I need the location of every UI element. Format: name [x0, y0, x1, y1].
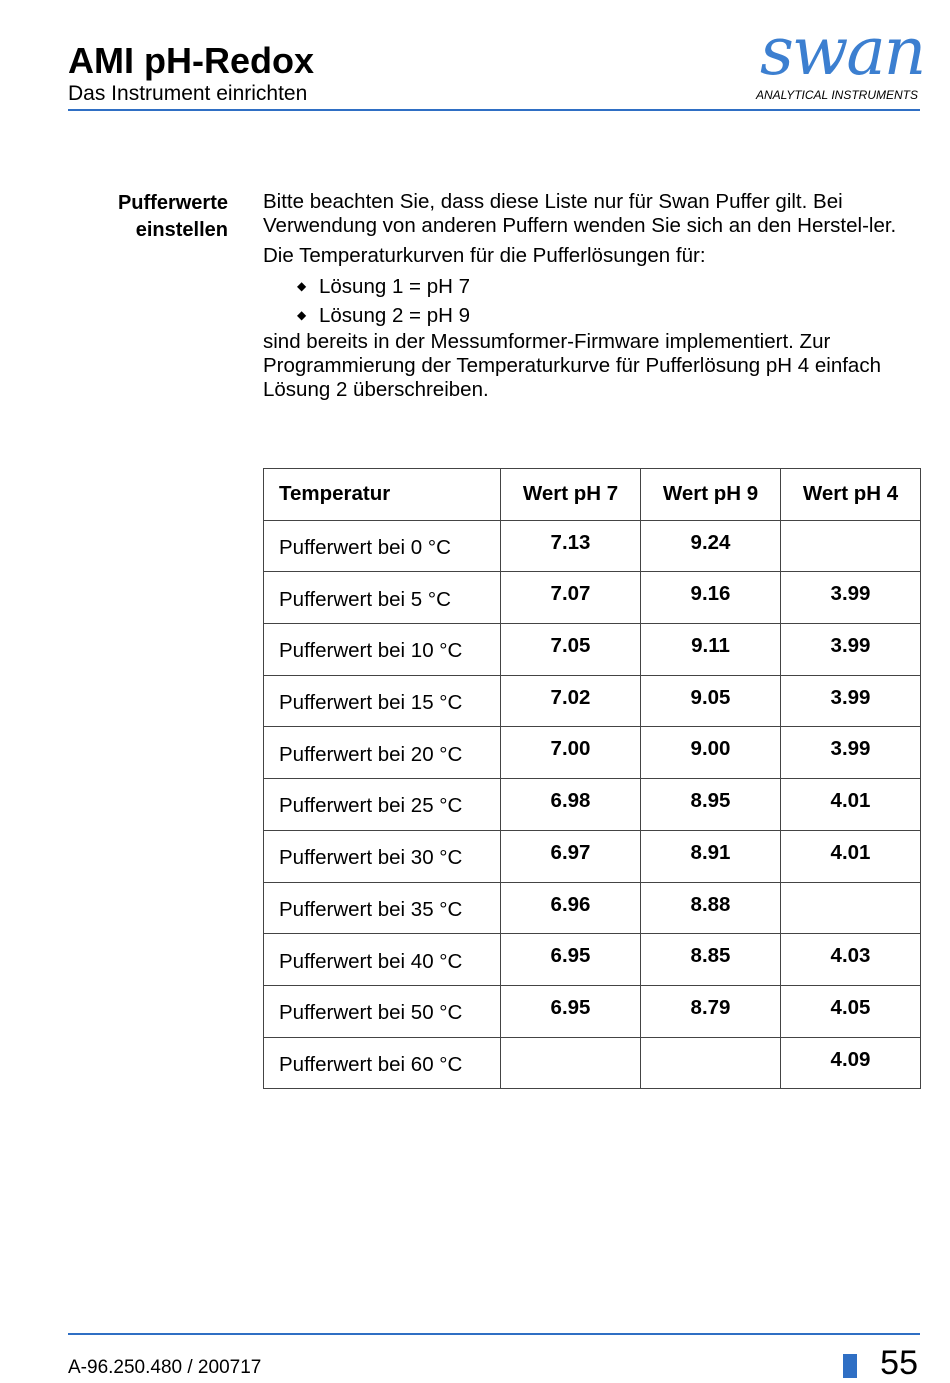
ph9-value-cell: 9.00	[641, 727, 781, 779]
table-row	[264, 520, 921, 572]
buffer-values-table	[263, 468, 921, 1089]
ph7-value-cell	[501, 1037, 641, 1089]
column-header-temperature: Temperatur	[264, 469, 501, 521]
ph4-value-cell: 3.99	[781, 624, 921, 676]
ph9-value-cell: 8.91	[641, 830, 781, 882]
ph7-value-cell: 7.00	[501, 727, 641, 779]
list-item-text: Lösung 2 = pH 9	[319, 304, 471, 327]
table-row	[264, 727, 921, 779]
temperature-cell: Pufferwert bei 25 °C	[264, 779, 501, 831]
temperature-cell: Pufferwert bei 5 °C	[264, 572, 501, 624]
table-row	[264, 934, 921, 986]
table-row	[264, 882, 921, 934]
temperature-cell: Pufferwert bei 20 °C	[264, 727, 501, 779]
ph9-value-cell: 8.85	[641, 934, 781, 986]
ph9-value-cell: 8.79	[641, 985, 781, 1037]
section-heading-line-1: Pufferwerte	[117, 192, 228, 214]
diamond-bullet-icon: ◆	[297, 279, 307, 293]
logo-wordmark: swan	[760, 13, 925, 90]
temperature-cell: Pufferwert bei 40 °C	[264, 934, 501, 986]
list-item	[297, 272, 923, 301]
ph7-value-cell: 6.96	[501, 882, 641, 934]
table-row	[264, 572, 921, 624]
temperature-cell: Pufferwert bei 50 °C	[264, 985, 501, 1037]
ph4-value-cell: 4.01	[781, 779, 921, 831]
ph7-value-cell: 7.05	[501, 624, 641, 676]
ph7-value-cell: 6.98	[501, 779, 641, 831]
temperature-cell: Pufferwert bei 35 °C	[264, 882, 501, 934]
temperature-cell: Pufferwert bei 0 °C	[264, 520, 501, 572]
page-number: 55	[880, 1344, 918, 1382]
temperature-cell: Pufferwert bei 30 °C	[264, 830, 501, 882]
column-header-ph7: Wert pH 7	[501, 469, 641, 521]
table-row	[264, 830, 921, 882]
column-header-ph9: Wert pH 9	[641, 469, 781, 521]
ph9-value-cell: 9.05	[641, 675, 781, 727]
swan-logo	[752, 13, 925, 106]
document-subtitle: Das Instrument einrichten	[68, 82, 308, 105]
ph4-value-cell: 4.05	[781, 985, 921, 1037]
paragraph-temperature-curves: Die Temperaturkurven für die Pufferlösungen für:	[263, 244, 706, 267]
document-number: A-96.250.480 / 200717	[68, 1357, 262, 1378]
solution-list	[263, 272, 923, 330]
ph4-value-cell	[781, 882, 921, 934]
ph9-value-cell: 8.95	[641, 779, 781, 831]
document-title: AMI pH-Redox	[68, 40, 314, 81]
logo-tagline: ANALYTICAL INSTRUMENTS	[755, 88, 918, 102]
list-item	[297, 301, 923, 330]
ph9-value-cell: 8.88	[641, 882, 781, 934]
header-divider	[68, 109, 920, 111]
ph4-value-cell: 3.99	[781, 572, 921, 624]
ph7-value-cell: 6.95	[501, 985, 641, 1037]
table-row	[264, 779, 921, 831]
ph9-value-cell: 9.11	[641, 624, 781, 676]
footer-divider	[68, 1333, 920, 1335]
table-header-row	[264, 469, 921, 521]
diamond-bullet-icon: ◆	[297, 308, 307, 322]
column-header-ph4: Wert pH 4	[781, 469, 921, 521]
temperature-cell: Pufferwert bei 15 °C	[264, 675, 501, 727]
section-heading-line-2: einstellen	[135, 219, 228, 241]
page-marker	[843, 1354, 857, 1378]
table-row	[264, 1037, 921, 1089]
ph7-value-cell: 7.13	[501, 520, 641, 572]
paragraph-swan-buffer-note: Bitte beachten Sie, dass diese Liste nur für Swan Puffer gilt. Bei Verwendung von anderen Puffern wenden Sie sich an den Herstel-ler.	[263, 190, 897, 237]
section-heading	[68, 190, 228, 244]
ph7-value-cell: 6.97	[501, 830, 641, 882]
ph7-value-cell: 6.95	[501, 934, 641, 986]
ph9-value-cell: 9.16	[641, 572, 781, 624]
ph7-value-cell: 7.07	[501, 572, 641, 624]
ph7-value-cell: 7.02	[501, 675, 641, 727]
section-body	[263, 190, 923, 402]
temperature-cell: Pufferwert bei 10 °C	[264, 624, 501, 676]
table-row	[264, 624, 921, 676]
temperature-cell: Pufferwert bei 60 °C	[264, 1037, 501, 1089]
ph9-value-cell: 9.24	[641, 520, 781, 572]
table-row	[264, 675, 921, 727]
ph4-value-cell: 3.99	[781, 675, 921, 727]
ph4-value-cell: 3.99	[781, 727, 921, 779]
paragraph-firmware-note: sind bereits in der Messumformer-Firmware implementiert. Zur Programmierung der Temperaturkurve für Pufferlösung pH 4 einfach Lösung 2 überschreiben.	[263, 330, 881, 401]
ph4-value-cell: 4.01	[781, 830, 921, 882]
list-item-text: Lösung 1 = pH 7	[319, 275, 471, 298]
ph4-value-cell: 4.09	[781, 1037, 921, 1089]
ph9-value-cell	[641, 1037, 781, 1089]
ph4-value-cell: 4.03	[781, 934, 921, 986]
table-row	[264, 985, 921, 1037]
ph4-value-cell	[781, 520, 921, 572]
